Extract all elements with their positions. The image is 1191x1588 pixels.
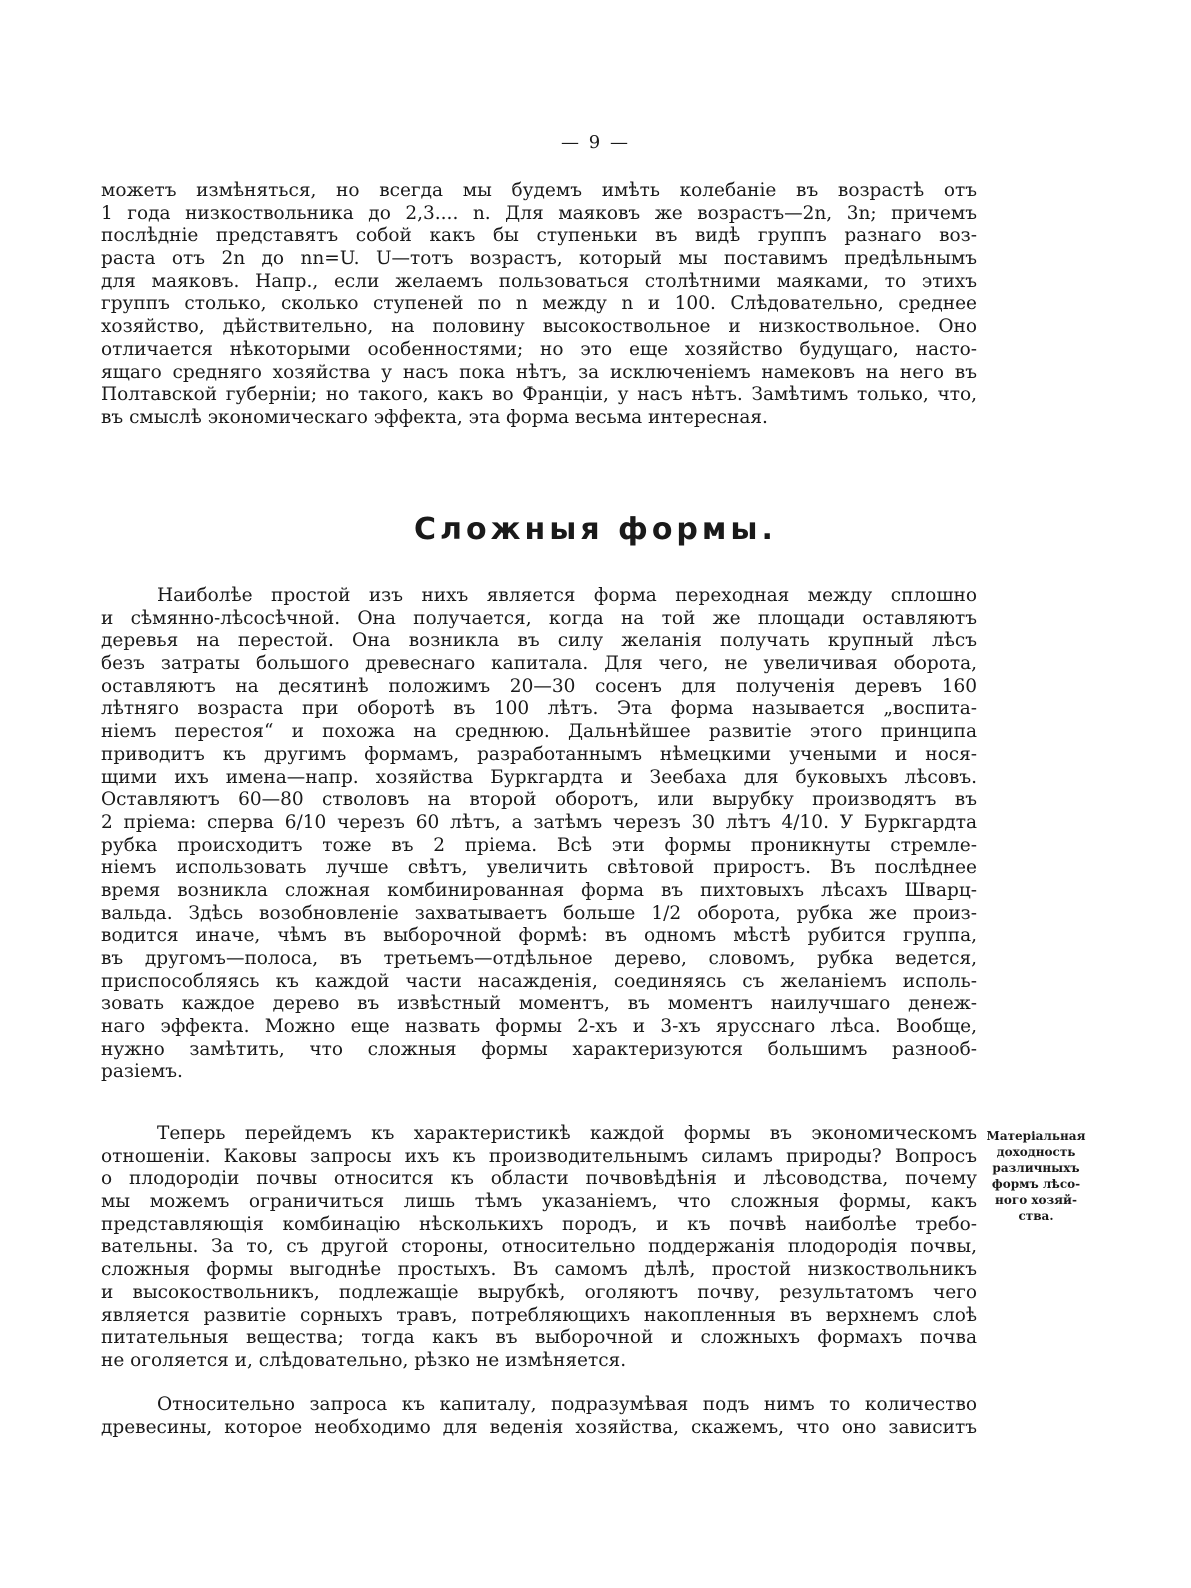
margin-note <box>980 1128 1092 1224</box>
text-line: является развитіе сорныхъ травъ, потребляющихъ накопленныя въ верхнемъ слоѣ <box>101 1304 977 1326</box>
text-line: не оголяется и, слѣдовательно, рѣзко не измѣняется. <box>101 1349 627 1371</box>
text-line: приспособляясь къ каждой части насажденія, соединяясь съ желаніемъ исполь- <box>101 970 977 992</box>
text-line: щими ихъ имена—напр. хозяйства Буркгардта и Зеебаха для буковыхъ лѣсовъ. <box>101 766 977 788</box>
text-line: разіемъ. <box>101 1061 183 1083</box>
margin-note-line: Матеріальная <box>986 1129 1086 1143</box>
text-line: Относительно запроса къ капиталу, подразумѣвая подъ нимъ то количество <box>157 1394 977 1415</box>
text-line: зовать каждое дерево въ извѣстный моментъ, въ моментъ наилучшаго денеж- <box>101 993 977 1015</box>
text-line: группъ столько, сколько ступеней по n между n и 100. Слѣдовательно, среднее <box>101 293 977 315</box>
text-line: питательныя вещества; тогда какъ въ выборочной и сложныхъ формахъ почва <box>101 1327 977 1349</box>
text-line: приводитъ къ другимъ формамъ, разработаннымъ нѣмецкими учеными и нося- <box>101 743 977 765</box>
top-paragraph <box>101 180 977 430</box>
margin-note-line: различныхъ <box>992 1161 1080 1175</box>
text-line: наго эффекта. Можно еще назвать формы 2-хъ и 3-хъ ярусснаго лѣса. Вообще, <box>101 1016 977 1038</box>
text-line: въ другомъ—полоса, въ третьемъ—отдѣльное дерево, словомъ, рубка ведется, <box>101 948 977 969</box>
text-line: и сѣмянно-лѣсосѣчной. Она получается, когда на той же площади оставляютъ <box>101 607 977 629</box>
text-line: для маяковъ. Напр., если желаемъ пользоваться столѣтними маяками, то этихъ <box>101 270 977 292</box>
text-line: нужно замѣтить, что сложныя формы характеризуются большимъ разнооб- <box>101 1038 977 1060</box>
text-line: оставляютъ на десятинѣ положимъ 20—30 сосенъ для полученія деревъ 160 <box>101 675 977 697</box>
text-line: Полтавской губерніи; но такого, какъ во Франціи, у насъ нѣтъ. Замѣтимъ только, что, <box>101 384 977 406</box>
margin-note-line: ства. <box>1018 1209 1054 1223</box>
paragraph-capital-request <box>101 1394 977 1439</box>
text-line: рубка происходитъ тоже въ 2 пріема. Всѣ эти формы проникнуты стремле- <box>101 834 977 856</box>
text-line: ніемъ перестоя“ и похожа на среднюю. Дальнѣйшее развитіе этого принципа <box>101 721 977 743</box>
page-number: — 9 — <box>561 132 630 153</box>
margin-note-line: доходность <box>996 1145 1076 1159</box>
text-line: Теперь перейдемъ къ характеристикѣ каждой формы въ экономическомъ <box>157 1123 977 1144</box>
text-line: 2 пріема: сперва 6/10 черезъ 60 лѣтъ, а затѣмъ черезъ 30 лѣтъ 4/10. У Буркгардта <box>101 811 977 833</box>
text-line: отношеніи. Каковы запросы ихъ къ производительнымъ силамъ природы? Вопросъ <box>101 1145 977 1167</box>
paragraph-complex-forms <box>101 585 977 1084</box>
text-line: хозяйство, дѣйствительно, на половину высокоствольное и низкоствольное. Оно <box>101 316 977 338</box>
paragraph-economic-characteristics <box>101 1123 977 1373</box>
text-line: Оставляютъ 60—80 стволовъ на второй оборотъ, или вырубку производятъ въ <box>101 789 977 811</box>
text-line: древесины, которое необходимо для веденія хозяйства, скажемъ, что оно зависитъ <box>101 1416 977 1438</box>
text-line: можетъ измѣняться, но всегда мы будемъ имѣть колебаніе въ возрастѣ отъ <box>101 180 977 201</box>
text-line: послѣдніе представятъ собой какъ бы ступеньки въ видѣ группъ разнаго воз- <box>101 225 977 247</box>
margin-note-line: ного хозяй- <box>995 1193 1077 1207</box>
text-line: 1 года низкоствольника до 2,3.... n. Для маяковъ же возрастъ—2n, 3n; причемъ <box>101 202 977 224</box>
text-line: водится иначе, чѣмъ въ выборочной формѣ: въ одномъ мѣстѣ рубится группа, <box>101 925 977 947</box>
text-line: время возникла сложная комбинированная форма въ пихтовыхъ лѣсахъ Шварц- <box>101 879 977 901</box>
margin-note-line: формъ лѣсо- <box>991 1177 1081 1191</box>
text-line: ніемъ использовать лучше свѣтъ, увеличить свѣтовой приростъ. Въ послѣднее <box>101 857 977 879</box>
text-line: Наиболѣе простой изъ нихъ является форма переходная между сплошно <box>157 585 977 606</box>
text-line: сложныя формы выгоднѣе простыхъ. Въ самомъ дѣлѣ, простой низкоствольникъ <box>101 1259 977 1281</box>
text-line: деревья на перестой. Она возникла въ силу желанія получать крупный лѣсъ <box>101 630 977 652</box>
text-line: безъ затраты большого древеснаго капитала. Для чего, не увеличивая оборота, <box>101 653 977 675</box>
text-line: отличается нѣкоторыми особенностями; но это еще хозяйство будущаго, насто- <box>101 338 977 360</box>
text-line: лѣтняго возраста при оборотѣ въ 100 лѣтъ. Эта форма называется „воспита- <box>101 698 977 720</box>
section-heading: Сложныя формы. <box>414 512 777 547</box>
text-line: вальда. Здѣсь возобновленіе захватываетъ больше 1/2 оборота, рубка же произ- <box>101 902 977 924</box>
text-line: мы можемъ ограничиться лишь тѣмъ указаніемъ, что сложныя формы, какъ <box>101 1191 977 1213</box>
text-line: представляющія комбинацію нѣсколькихъ породъ, и къ почвѣ наиболѣе требо- <box>101 1213 977 1235</box>
text-line: вательны. За то, съ другой стороны, относительно поддержанія плодородія почвы, <box>101 1236 977 1258</box>
text-line: ящаго средняго хозяйства у насъ пока нѣтъ, за исключеніемъ намековъ на него въ <box>101 361 977 383</box>
text-line: и высокоствольникъ, подлежащіе вырубкѣ, оголяютъ почву, результатомъ чего <box>101 1281 977 1303</box>
text-line: о плодородіи почвы относится къ области почвовѣдѣнія и лѣсоводства, почему <box>101 1168 977 1190</box>
text-line: раста отъ 2n до nn=U. U—тотъ возрастъ, который мы поставимъ предѣльнымъ <box>101 248 977 270</box>
text-line: въ смыслѣ экономическаго эффекта, эта форма весьма интересная. <box>101 406 768 428</box>
